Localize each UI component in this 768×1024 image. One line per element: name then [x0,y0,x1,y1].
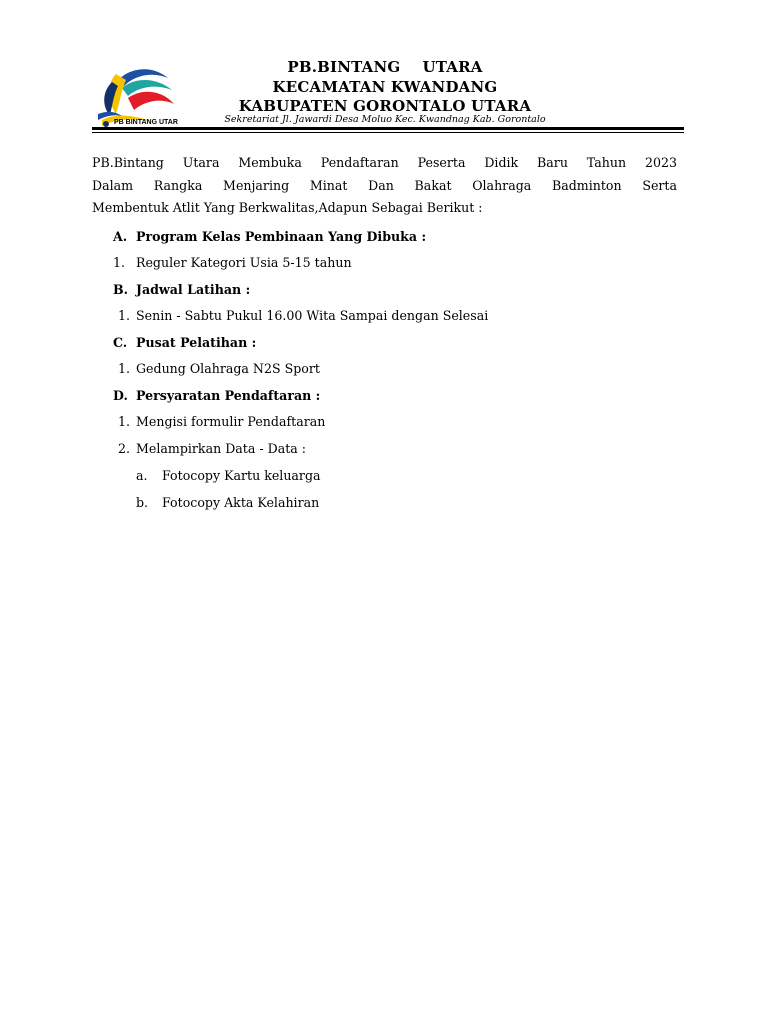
list-item-text: Reguler Kategori Usia 5-15 tahun [136,255,352,270]
list-marker: 1. [113,255,126,270]
header-divider-thin [92,132,684,133]
org-title-line1 [200,58,570,76]
section-title: Jadwal Latihan : [136,282,251,297]
list-marker: 1. [118,361,131,376]
intro-line: Membentuk Atlit Yang Berkwalitas,Adapun Sebagai Berikut : [92,200,483,215]
intro-line: Dalam Rangka Menjaring Minat Dan Bakat Olahraga Badminton Serta [92,177,677,193]
sub-list-marker: a. [136,468,148,483]
org-title-part1: PB.BINTANG [287,58,401,76]
org-subtitle-regency: KABUPATEN GORONTALO UTARA [238,97,532,115]
list-marker: 1. [118,414,131,429]
sub-list-item-text: Fotocopy Kartu keluarga [162,468,321,483]
section-marker: C. [113,335,128,350]
list-marker: 1. [118,308,131,323]
logo-red-wing [128,92,174,110]
org-address: Sekretariat Jl. Jawardi Desa Moluo Kec. Kwandnag Kab. Gorontalo [224,114,546,125]
section-marker: A. [113,229,128,244]
logo-text: PB BINTANG UTARA [114,119,178,126]
club-logo-graphic [92,66,178,132]
header-divider-thick [92,127,684,130]
section-title: Program Kelas Pembinaan Yang Dibuka : [136,229,427,244]
intro-line: PB.Bintang Utara Membuka Pendaftaran Peserta Didik Baru Tahun 2023 [92,155,677,170]
section-marker: B. [113,282,129,297]
section-title: Persyaratan Pendaftaran : [136,388,321,403]
list-item-text: Melampirkan Data - Data : [136,441,307,456]
section-marker: D. [113,388,128,403]
intro-paragraph [92,152,677,220]
club-logo [92,66,178,132]
list-item-text: Gedung Olahraga N2S Sport [136,361,320,376]
list-item-text: Mengisi formulir Pendaftaran [136,414,326,429]
org-subtitle-district: KECAMATAN KWANDANG [272,78,498,96]
list-item-text: Senin - Sabtu Pukul 16.00 Wita Sampai dengan Selesai [136,308,489,323]
list-marker: 2. [118,441,131,456]
sub-list-item-text: Fotocopy Akta Kelahiran [162,495,320,510]
org-title-part2: UTARA [422,58,483,76]
section-title: Pusat Pelatihan : [136,335,257,350]
sub-list-marker: b. [136,495,149,510]
